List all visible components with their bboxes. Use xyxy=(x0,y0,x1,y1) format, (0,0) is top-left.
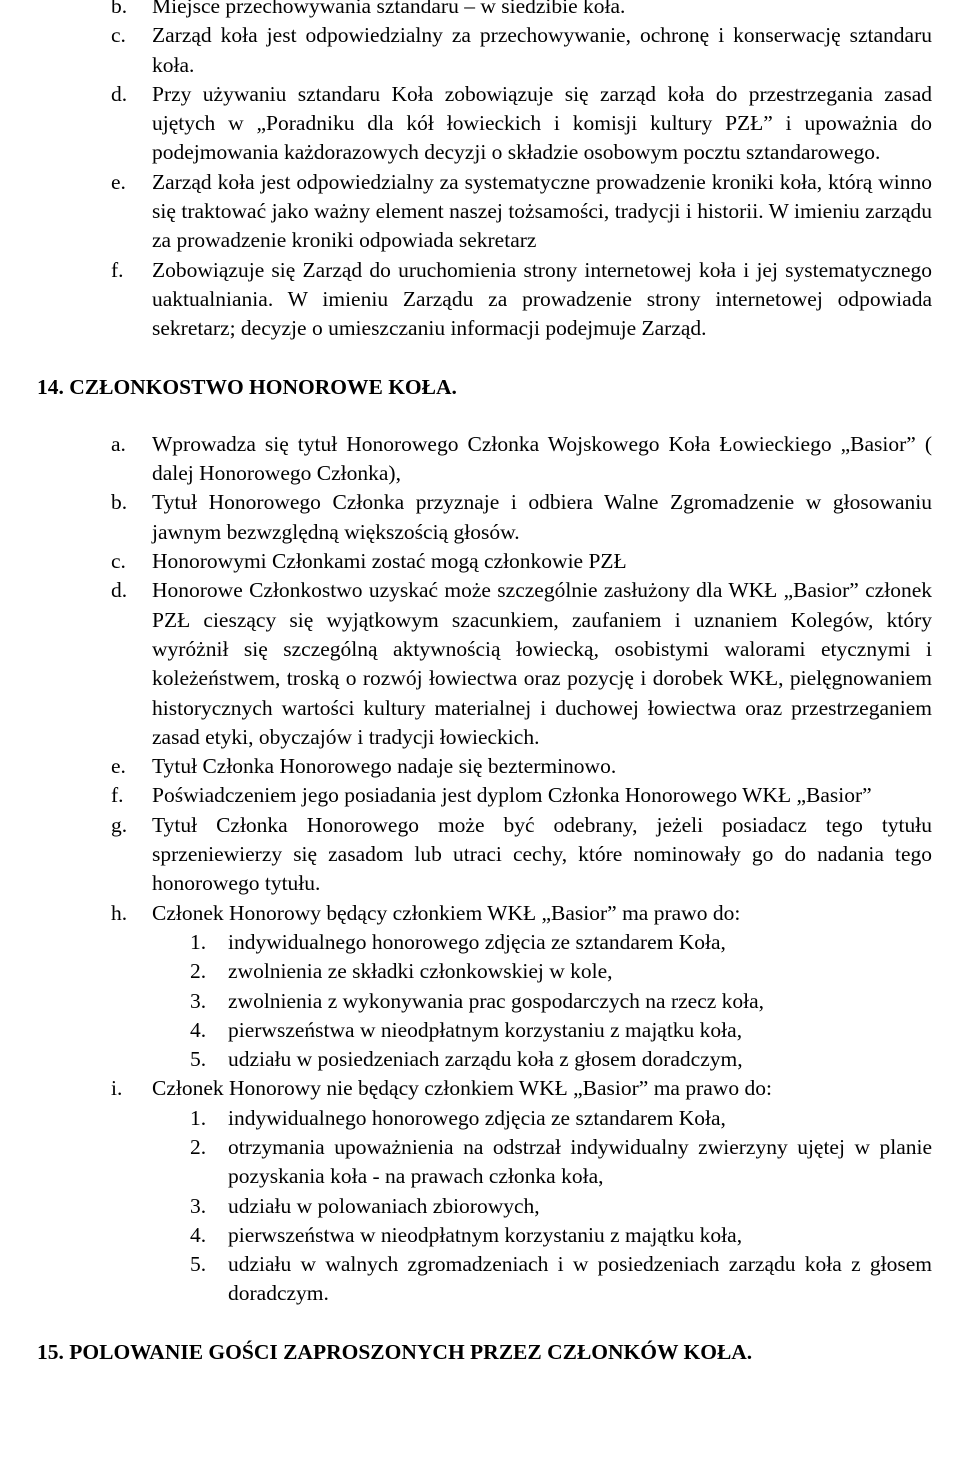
list-item xyxy=(0,811,960,899)
sublist-item-text: indywidualnego honorowego zdjęcia ze sztandarem Koła, xyxy=(228,929,726,954)
list-item-text: Poświadczeniem jego posiadania jest dyplom Członka Honorowego WKŁ „Basior” xyxy=(152,783,872,808)
sublist-marker: 4. xyxy=(190,1222,207,1247)
list-item xyxy=(0,80,960,168)
spacer xyxy=(0,402,960,430)
list-marker: e. xyxy=(111,169,126,194)
list-item xyxy=(0,781,960,810)
sublist-item xyxy=(0,1133,960,1192)
list-item xyxy=(0,576,960,752)
sublist-item-text: pierwszeństwa w nieodpłatnym korzystaniu z majątku koła, xyxy=(228,1222,743,1247)
list-marker: h. xyxy=(111,900,128,925)
sublist-item xyxy=(0,1045,960,1074)
list-marker: e. xyxy=(111,754,126,779)
list-item-text: Honorowe Członkostwo uzyskać może szczególnie zasłużony dla WKŁ „Basior” członek PZŁ cieszący się wyjątkowym szacunkiem, zaufaniem i uznaniem Kolegów, który wyróżnił się szczególną aktywnością łowiecką, osobistymi walorami etycznymi i koleżeństwem, troską o rozwój łowiectwa oraz pozycję i dorobek WKŁ, pielęgnowaniem historycznych wartości kultury materialnej i duchowej łowiectwa oraz przestrzeganiem zasad etyki, obyczajów i tradycji łowieckich. xyxy=(152,578,932,749)
section-14-heading: 14. CZŁONKOSTWO HONOROWE KOŁA. xyxy=(37,374,457,399)
list-item-text: Tytuł Członka Honorowego może być odebrany, jeżeli posiadacz tego tytułu sprzeniewierzy się zasadom lub utraci cechy, które nominowały go do nadania tego honorowego tytułu. xyxy=(152,812,932,896)
list-item-text: Tytuł Członka Honorowego nadaje się bezterminowo. xyxy=(152,754,617,779)
sublist-item xyxy=(0,1221,960,1250)
sublist-marker: 5. xyxy=(190,1252,207,1277)
sublist-item xyxy=(0,1016,960,1045)
list-item-text: Zarząd koła jest odpowiedzialny za systematyczne prowadzenie kroniki koła, którą winno się traktować jako ważny element naszej tożsamości, tradycji i historii. W imieniu zarządu za prowadzenie kroniki odpowiada sekretarz xyxy=(152,169,932,253)
sublist-item-text: udziału w walnych zgromadzeniach i w posiedzeniach zarządu koła z głosem doradczym. xyxy=(228,1252,932,1306)
sublist-marker: 3. xyxy=(190,988,207,1013)
section-13-list xyxy=(0,0,960,344)
list-item-text: Członek Honorowy będący członkiem WKŁ „Basior” ma prawo do: xyxy=(152,900,741,925)
sublist-item-text: udziału w posiedzeniach zarządu koła z głosem doradczym, xyxy=(228,1047,743,1072)
sublist-marker: 1. xyxy=(190,1105,207,1130)
list-marker: f. xyxy=(111,783,124,808)
list-item-text: Zarząd koła jest odpowiedzialny za przechowywanie, ochronę i konserwację sztandaru koła. xyxy=(152,23,932,77)
sublist-item xyxy=(0,928,960,957)
list-marker: b. xyxy=(111,490,128,515)
spacer xyxy=(0,1309,960,1338)
sublist-marker: 5. xyxy=(190,1047,207,1072)
list-item-text: Wprowadza się tytuł Honorowego Członka Wojskowego Koła Łowieckiego „Basior” ( dalej Honorowego Członka), xyxy=(152,431,932,486)
sublist-item-text: udziału w polowaniach zbiorowych, xyxy=(228,1193,540,1218)
sublist-marker: 4. xyxy=(190,1017,207,1042)
list-marker: d. xyxy=(111,578,128,603)
spacer xyxy=(0,344,960,373)
list-marker: b. xyxy=(111,0,128,18)
list-item xyxy=(0,256,960,344)
sublist-item xyxy=(0,957,960,986)
list-item xyxy=(0,488,960,547)
list-marker: c. xyxy=(111,549,126,574)
sublist-item xyxy=(0,1192,960,1221)
section-14-list xyxy=(0,430,960,1309)
list-marker: i. xyxy=(111,1076,123,1101)
list-item-text: Przy używaniu sztandaru Koła zobowiązuje się zarząd koła do przestrzegania zasad ujętych w „Poradniku dla kół łowieckich i komisji kultury PZŁ” i upoważnia do podejmowania każdorazowych decyzji o składzie osobowym pocztu sztandarowego. xyxy=(152,81,932,165)
sublist xyxy=(0,1104,960,1309)
sublist-marker: 1. xyxy=(190,929,207,954)
list-marker: a. xyxy=(111,431,126,456)
sublist-item-text: zwolnienia ze składki członkowskiej w kole, xyxy=(228,959,613,984)
sublist-item xyxy=(0,1104,960,1133)
list-marker: d. xyxy=(111,81,128,106)
sublist-item-text: otrzymania upoważnienia na odstrzał indywidualny zwierzyny ujętej w planie pozyskania koła - na prawach członka koła, xyxy=(228,1134,932,1189)
sublist-item-text: zwolnienia z wykonywania prac gospodarczych na rzecz koła, xyxy=(228,988,765,1013)
list-item-text: Tytuł Honorowego Członka przyznaje i odbiera Walne Zgromadzenie w głosowaniu jawnym bezwzględną większością głosów. xyxy=(152,490,932,544)
list-item-text: Honorowymi Członkami zostać mogą członkowie PZŁ xyxy=(152,549,627,574)
list-marker: g. xyxy=(111,812,128,837)
sublist-item xyxy=(0,987,960,1016)
list-item xyxy=(0,0,960,21)
list-item xyxy=(0,1074,960,1103)
list-marker: c. xyxy=(111,23,126,48)
list-item xyxy=(0,21,960,80)
list-item-text: Zobowiązuje się Zarząd do uruchomienia strony internetowej koła i jej systematycznego uaktualniania. W imieniu Zarządu za prowadzenie strony internetowej odpowiada sekretarz; decyzje o umieszczaniu informacji podejmuje Zarząd. xyxy=(152,257,932,341)
sublist-marker: 2. xyxy=(190,959,207,984)
sublist-item-text: pierwszeństwa w nieodpłatnym korzystaniu z majątku koła, xyxy=(228,1017,743,1042)
list-item xyxy=(0,430,960,489)
section-15-heading: 15. POLOWANIE GOŚCI ZAPROSZONYCH PRZEZ CZŁONKÓW KOŁA. xyxy=(37,1339,753,1364)
sublist xyxy=(0,928,960,1074)
list-item xyxy=(0,547,960,576)
list-item xyxy=(0,168,960,256)
sublist-marker: 2. xyxy=(190,1134,207,1159)
sublist-item xyxy=(0,1250,960,1309)
list-marker: f. xyxy=(111,257,124,282)
sublist-marker: 3. xyxy=(190,1193,207,1218)
list-item-text: Miejsce przechowywania sztandaru – w siedzibie koła. xyxy=(152,0,626,18)
list-item-text: Członek Honorowy nie będący członkiem WKŁ „Basior” ma prawo do: xyxy=(152,1076,772,1101)
list-item xyxy=(0,899,960,928)
sublist-item-text: indywidualnego honorowego zdjęcia ze sztandarem Koła, xyxy=(228,1105,726,1130)
list-item xyxy=(0,752,960,781)
